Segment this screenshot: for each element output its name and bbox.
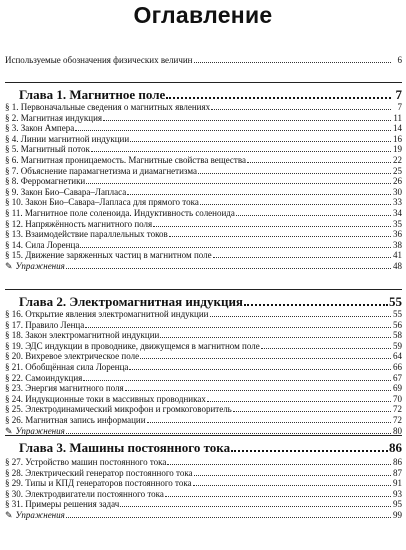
entry-title [5,87,165,103]
entry-title [5,197,199,208]
dot-leader [86,176,391,184]
dot-leader [103,113,391,121]
dot-leader [194,55,391,63]
entry-title [5,330,159,341]
page-number: 14 [393,123,402,133]
section-entry[interactable] [5,383,402,394]
intro-entry[interactable] [5,55,402,66]
entry-title [5,250,212,261]
dot-leader [194,468,391,476]
page-number: 33 [393,197,402,207]
entry-title [5,457,166,468]
page-number: 56 [393,320,402,330]
entry-label: § 3. Закон Ампера [5,123,75,133]
section-entry[interactable] [5,330,402,341]
dot-leader [200,197,391,205]
entry-title [5,415,146,426]
pencil-icon: ✎ [5,426,13,436]
dot-leader [66,510,391,518]
entry-title [5,229,168,240]
entry-label: § 4. Линии магнитной индукции [5,134,130,144]
page-number: 86 [389,440,402,455]
dot-leader [244,295,388,306]
entry-label: § 19. ЭДС индукции в проводнике, движущемся в магнитном поле [5,341,260,351]
section-entry[interactable] [5,457,402,468]
page-number: 55 [393,309,402,319]
entry-title [5,102,210,113]
entry-title [5,404,232,415]
chapter-heading[interactable] [5,87,402,103]
page-number: 34 [393,208,402,218]
entry-title [5,478,192,489]
entry-title [5,208,235,219]
entry-label: Глава 3. Машины постоянного тока [19,440,231,455]
entry-label: § 15. Движение заряженных частиц в магнитном поле [5,250,212,260]
dot-leader [207,394,391,402]
entry-label: § 2. Магнитная индукция [5,113,103,123]
page-number: 80 [393,426,402,436]
page-title: Оглавление [133,2,273,28]
chapter-rule [5,435,402,436]
dot-leader [75,123,391,131]
entry-title [5,144,90,155]
entry-label: § 20. Вихревое электрическое поле [5,351,140,361]
entry-label: § 5. Магнитный поток [5,144,90,154]
section-entry[interactable] [5,155,402,166]
section-entry[interactable] [5,144,402,155]
entry-title [5,499,119,510]
dot-leader [125,383,391,391]
dot-leader [129,362,391,370]
page-number: 35 [393,219,402,229]
page-number: 93 [393,489,402,499]
page-number: 70 [393,394,402,404]
dot-leader [91,144,391,152]
entry-label: § 9. Закон Био–Савара–Лапласа [5,187,127,197]
section-entry[interactable] [5,197,402,208]
page-number: 7 [397,102,402,112]
entry-label: Упражнения [15,261,65,271]
section-entry[interactable] [5,309,402,320]
entry-label: § 31. Примеры решения задач [5,499,120,509]
entry-label: § 16. Открытие явления электромагнитной индукции [5,309,209,319]
page-number: 38 [393,240,402,250]
page-number: 59 [393,341,402,351]
section-entry[interactable] [5,499,402,510]
entry-label: § 13. Взаимодействие параллельных токов [5,229,168,239]
dot-leader [165,489,391,497]
entry-title [5,123,74,134]
entry-title [5,383,124,394]
page-number: 30 [393,187,402,197]
page-number: 55 [389,294,402,309]
dot-leader [147,415,391,423]
entry-label: § 11. Магнитное поле соленоида. Индуктивность соленоида [5,208,235,218]
page-number: 64 [393,351,402,361]
page-number: 86 [393,457,402,467]
exercises-entry[interactable] [5,261,402,272]
section-entry[interactable] [5,362,402,373]
section-entry[interactable] [5,229,402,240]
entry-label: § 24. Индукционные токи в массивных проводниках [5,394,206,404]
entry-label: Упражнения [15,510,65,520]
entry-label: § 21. Обобщённая сила Лоренца [5,362,129,372]
page-number: 19 [393,144,402,154]
entry-label: § 1. Первоначальные сведения о магнитных явлениях [5,102,211,112]
dot-leader [85,320,391,328]
section-entry[interactable] [5,123,402,134]
entry-title [5,362,128,373]
entry-label: § 18. Закон электромагнитной индукции [5,330,160,340]
chapter-heading[interactable] [5,294,402,310]
pencil-icon: ✎ [5,261,13,271]
entry-title [5,55,193,66]
page-number: 95 [393,499,402,509]
dot-leader [83,373,391,381]
dot-leader [210,309,392,317]
entry-label: § 7. Объяснение парамагнетизма и диамагнетизма [5,166,197,176]
dot-leader [169,229,391,237]
page-number: 99 [393,510,402,520]
page-number: 25 [393,166,402,176]
section-entry[interactable] [5,250,402,261]
entry-title [5,351,139,362]
entry-label: § 6. Магнитная проницаемость. Магнитные свойства вещества [5,155,246,165]
entry-label: § 29. Типы и КПД генераторов постоянного тока [5,478,192,488]
chapter-rule [5,289,402,290]
page-number: 41 [393,250,402,260]
entry-label: § 23. Энергия магнитного поля [5,383,124,393]
dot-leader [193,478,391,486]
dot-leader [167,457,391,465]
section-entry[interactable] [5,404,402,415]
dot-leader [236,208,391,216]
dot-leader [120,499,391,507]
section-entry[interactable] [5,102,402,113]
entry-label: § 27. Устройство машин постоянного тока [5,457,167,467]
dot-leader [153,219,391,227]
dot-leader [213,250,391,258]
entry-title [5,155,246,166]
dot-leader [140,351,391,359]
page-number: 72 [393,404,402,414]
entry-label: § 30. Электродвигатели постоянного тока [5,489,164,499]
entry-label: Упражнения [15,426,65,436]
page-number: 16 [393,134,402,144]
entry-title [5,309,209,320]
section-entry[interactable] [5,478,402,489]
entry-title [5,261,65,272]
entry-label: Используемые обозначения физических величин [5,55,193,65]
dot-leader [130,134,391,142]
entry-label: § 8. Ферромагнетики [5,176,86,186]
section-entry[interactable] [5,208,402,219]
entry-label: Глава 1. Магнитное поле [19,87,166,102]
dot-leader [66,426,391,434]
entry-title [5,440,230,456]
chapter-heading[interactable] [5,440,402,456]
dot-leader [261,341,391,349]
page-number: 26 [393,176,402,186]
dot-leader [66,261,391,269]
dot-leader [127,187,391,195]
entry-label: § 12. Напряжённость магнитного поля [5,219,153,229]
page-number: 11 [393,113,402,123]
page-number: 69 [393,383,402,393]
chapter-rule [5,82,402,83]
page-number: 58 [393,330,402,340]
dot-leader [247,155,391,163]
pencil-icon: ✎ [5,510,13,520]
entry-label: § 10. Закон Био–Савара–Лапласа для прямого тока [5,197,199,207]
page-number: 91 [393,478,402,488]
dot-leader [80,240,391,248]
dot-leader [233,404,391,412]
entry-title [5,176,85,187]
page-number: 36 [393,229,402,239]
entry-title [5,294,243,310]
page-number: 7 [395,87,402,102]
page-number: 67 [393,373,402,383]
dot-leader [231,441,388,452]
page-number: 87 [393,468,402,478]
entry-label: § 28. Электрический генератор постоянного тока [5,468,193,478]
exercises-entry[interactable] [5,510,402,521]
page-number: 48 [393,261,402,271]
section-entry[interactable] [5,351,402,362]
dot-leader [166,88,391,99]
dot-leader [160,330,391,338]
page-number: 22 [393,155,402,165]
dot-leader [211,102,391,110]
entry-title [5,510,65,521]
section-entry[interactable] [5,176,402,187]
dot-leader [198,166,391,174]
entry-label: § 26. Магнитная запись информации [5,415,146,425]
entry-label: § 17. Правило Ленца [5,320,85,330]
page-number: 6 [397,55,402,65]
page-number: 66 [393,362,402,372]
entry-label: § 25. Электродинамический микрофон и громкоговоритель [5,404,232,414]
entry-label: § 14. Сила Лоренца [5,240,80,250]
page-number: 72 [393,415,402,425]
entry-label: Глава 2. Электромагнитная индукция [19,294,243,309]
section-entry[interactable] [5,415,402,426]
entry-label: § 22. Самоиндукция [5,373,83,383]
